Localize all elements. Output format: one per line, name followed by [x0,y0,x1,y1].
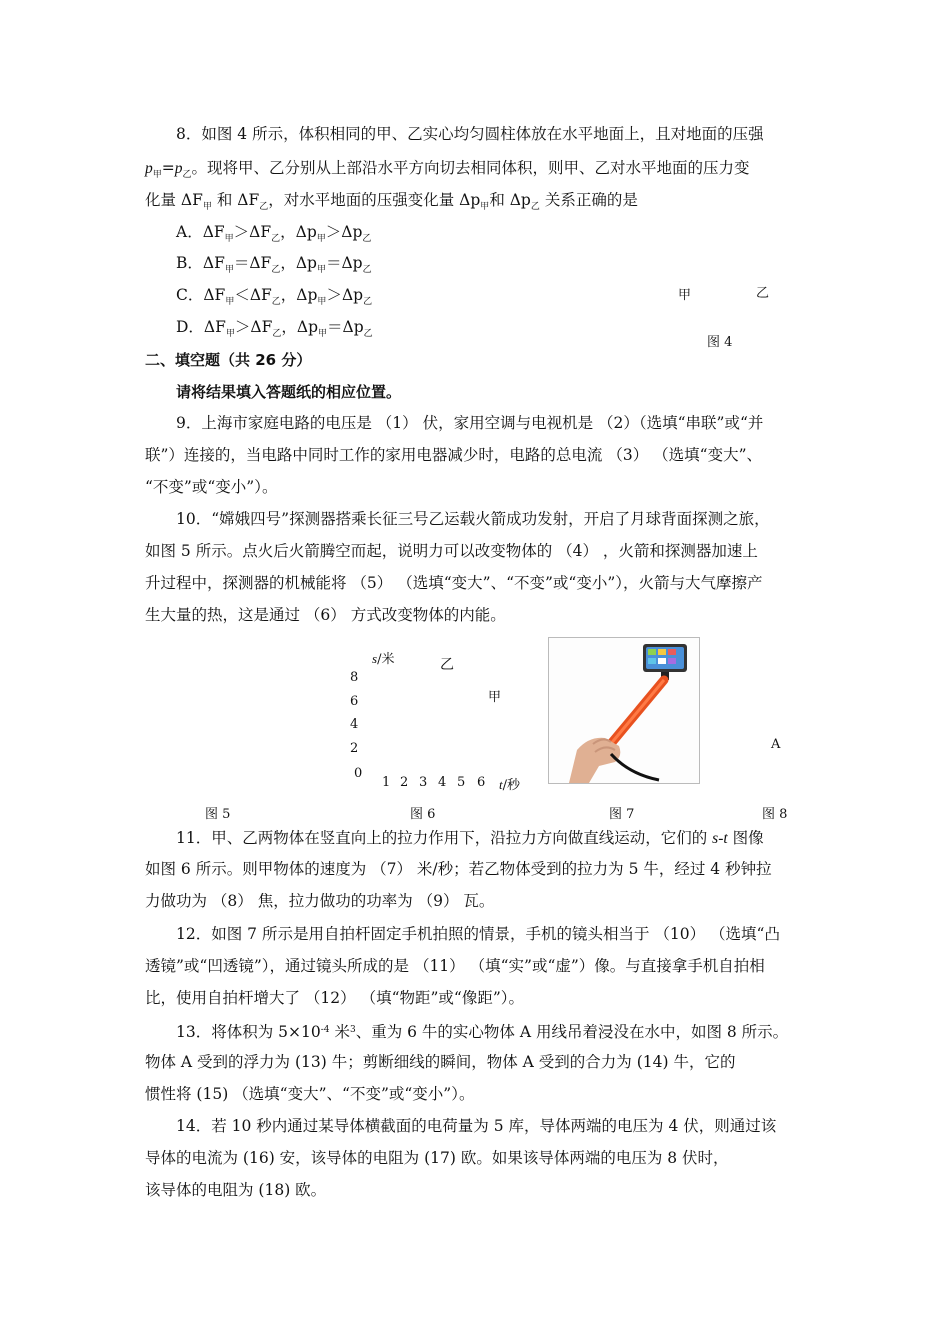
q12-line2: 透镜”或“凹透镜”），通过镜头所成的是 （11） （填“实”或“虚”）像。与直接拿手机自拍相 [145,957,765,975]
q14-line2: 导体的电流为 (16) 安，该导体的电阻为 (17) 欧。如果该导体两端的电压为 8 伏时， [145,1149,729,1167]
q13-line3: 惯性将 (15) （选填“变大”、“不变”或“变小”）。 [145,1085,475,1103]
fig6-series-label-jia: 甲 [488,690,502,705]
fig6-xtick: 6 [477,775,486,790]
q8-option-b: B．$\Delta F_甲=\Delta F_乙$，$\Delta p_甲=\Delta p_乙$ [176,254,372,275]
q11-line3: 力做功为 （8） 焦，拉力做功的功率为 （9） 瓦。 [145,892,495,910]
selfie-stick-illustration [549,638,699,783]
fig6-xtick: 2 [400,775,409,790]
q10-line3: 升过程中，探测器的机械能将 （5） （选填“变大”、“不变”或“变小”），火箭与大气摩擦产 [145,574,763,592]
q9-line1: 9．上海市家庭电路的电压是 （1） 伏，家用空调与电视机是 （2）（选填“串联”或“并 [176,414,764,432]
q11-line1: 11．甲、乙两物体在竖直向上的拉力作用下，沿拉力方向做直线运动，它们的 s-t 图像 [176,829,764,847]
q9-line3: “不变”或“变小”）。 [145,478,278,496]
fig6-ytick: 4 [350,717,359,732]
fig6-xtick: 5 [457,775,466,790]
q8-option-d: D．$\Delta F_甲>\Delta F_乙$，$\Delta p_甲=\Delta p_乙$ [176,318,373,339]
fig6-xtick: 4 [438,775,447,790]
fig6-caption: 图 6 [410,807,436,822]
q11-line2: 如图 6 所示。则甲物体的速度为 （7） 米/秒；若乙物体受到的拉力为 5 牛，经过 4 秒钟拉 [145,860,772,878]
fig6-ytick: 0 [354,766,363,781]
fig6-ytick: 8 [350,670,359,685]
q8-line2: $p_甲=p_乙$。现将甲、乙分别从上部沿水平方向切去相同体积，则甲、乙对水平地面的压力变 [145,159,750,180]
q13-line2: 物体 A 受到的浮力为 (13) 牛；剪断细线的瞬间，物体 A 受到的合力为 (14) 牛，它的 [145,1053,736,1071]
fig8-label-a: A [771,737,781,752]
fig6-x-axis-label: t/秒 [499,777,521,793]
fig6-ytick: 6 [350,694,359,709]
q10-line1: 10．“嫦娥四号”探测器搭乘长征三号乙运载火箭成功发射，开启了月球背面探测之旅， [176,510,770,528]
fig5-caption: 图 5 [205,807,231,822]
section2-title: 二、填空题（共 26 分） [145,351,312,369]
fig7-selfie-stick-photo [548,637,700,784]
fig4-caption: 图 4 [707,335,733,350]
fig6-series-label-yi: 乙 [440,657,454,673]
fig6-xtick: 3 [419,775,428,790]
fig4-label-jia: 甲 [678,288,692,303]
q12-line3: 比，使用自拍杆增大了 （12） （填“物距”或“像距”）。 [145,989,525,1007]
q8-line3: 化量 $\Delta F_甲$ 和 $\Delta F_乙$，对水平地面的压强变化量 $\Delta p_甲$和 $\Delta p_乙$ 关系正确的是 [145,191,638,212]
q8-line1: 8．如图 4 所示，体积相同的甲、乙实心均匀圆柱体放在水平地面上，且对地面的压强 [176,125,764,143]
fig7-caption: 图 7 [609,807,635,822]
fig8-caption: 图 8 [762,807,788,822]
q12-line1: 12．如图 7 所示是用自拍杆固定手机拍照的情景，手机的镜头相当于 （10） （选填“凸 [176,925,780,943]
fig6-y-axis-label: s/米 [372,651,395,667]
q10-line4: 生大量的热，这是通过 （6） 方式改变物体的内能。 [145,606,506,624]
fig6-ytick: 2 [350,741,359,756]
q14-line1: 14．若 10 秒内通过某导体横截面的电荷量为 5 库，导体两端的电压为 4 伏，则通过该 [176,1117,777,1135]
q13-line1: 13．将体积为 $5\times 10^{-4}$ 米$^3$、重为 6 牛的实心物体 A 用线吊着浸没在水中，如图 8 所示。 [176,1023,789,1041]
fig4-label-yi: 乙 [756,286,770,301]
fig6-xtick: 1 [382,775,391,790]
q8-option-a: A．$\Delta F_甲>\Delta F_乙$，$\Delta p_甲>\Delta p_乙$ [176,223,372,244]
q10-line2: 如图 5 所示。点火后火箭腾空而起，说明力可以改变物体的 （4） ，火箭和探测器加速上 [145,542,758,560]
q14-line3: 该导体的电阻为 (18) 欧。 [145,1181,327,1199]
q8-option-c: C．$\Delta F_甲<\Delta F_乙$，$\Delta p_甲>\Delta p_乙$ [176,286,373,307]
section2-instruction: 请将结果填入答题纸的相应位置。 [176,383,402,401]
q9-line2: 联”）连接的，当电路中同时工作的家用电器减少时，电路的总电流 （3） （选填“变大”、 [145,446,762,464]
